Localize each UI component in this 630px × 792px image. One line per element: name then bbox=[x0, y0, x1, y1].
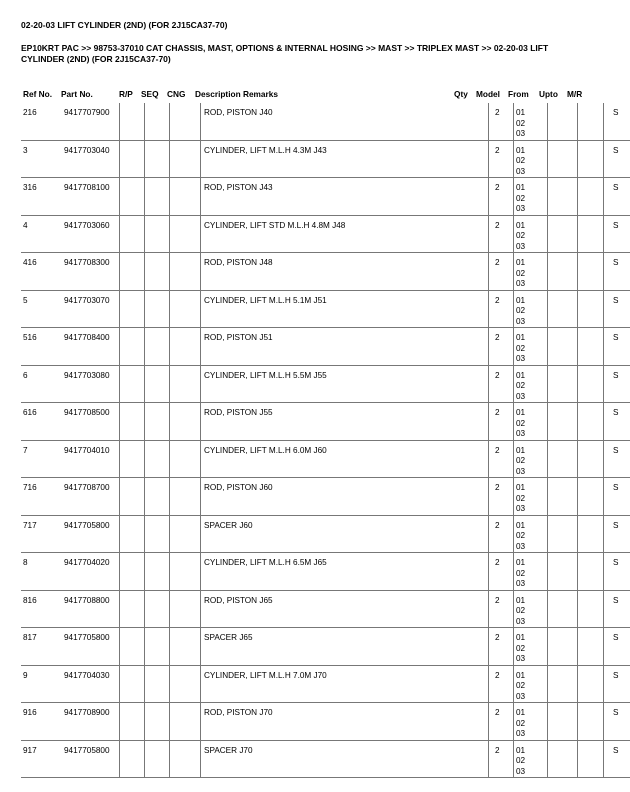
table-row[interactable] bbox=[21, 365, 630, 403]
part-no-cell: 9417703080 bbox=[61, 365, 120, 403]
qty-cell: 2 bbox=[489, 440, 514, 478]
col-header-qty[interactable]: Qty bbox=[454, 89, 468, 99]
model-cell bbox=[514, 403, 548, 441]
model-code: 02 bbox=[516, 568, 526, 578]
upto-cell bbox=[578, 553, 604, 591]
breadcrumb: EP10KRT PAC >> 98753-37010 CAT CHASSIS, MAST, OPTIONS & INTERNAL HOSING >> MAST >> TRIPLEX MAST >> 02-20-03 LIFT CYLINDER (2ND) (FOR 2J15CA37-70) bbox=[21, 43, 549, 64]
model-code: 01 bbox=[516, 145, 526, 155]
col-header-desc[interactable]: Description Remarks bbox=[195, 89, 279, 99]
rp-cell bbox=[120, 665, 145, 703]
model-code: 01 bbox=[516, 520, 526, 530]
model-code: 01 bbox=[516, 483, 526, 492]
seq-cell bbox=[145, 328, 170, 366]
cng-cell bbox=[170, 553, 201, 591]
rp-cell bbox=[120, 103, 145, 140]
model-code: 02 bbox=[516, 531, 526, 540]
model-code: 03 bbox=[516, 579, 526, 588]
model-code: 02 bbox=[516, 493, 526, 503]
seq-cell bbox=[145, 178, 170, 216]
table-row[interactable] bbox=[21, 440, 630, 478]
cng-cell bbox=[170, 478, 201, 516]
cng-cell bbox=[170, 665, 201, 703]
description-cell: ROD, PISTON J40 bbox=[201, 103, 489, 140]
ref-no-cell: 7 bbox=[21, 440, 61, 478]
col-header-rp[interactable]: R/P bbox=[119, 89, 133, 99]
model-code: 03 bbox=[516, 654, 526, 663]
model-code: 03 bbox=[516, 129, 526, 138]
model-code: 01 bbox=[516, 745, 526, 755]
table-row[interactable] bbox=[21, 103, 630, 140]
seq-cell bbox=[145, 703, 170, 741]
mr-cell: S bbox=[604, 665, 630, 703]
description-cell: SPACER J60 bbox=[201, 515, 489, 553]
model-code: 02 bbox=[516, 456, 526, 465]
qty-cell: 2 bbox=[489, 215, 514, 253]
rp-cell bbox=[120, 703, 145, 741]
model-cell bbox=[514, 253, 548, 291]
upto-cell bbox=[578, 403, 604, 441]
mr-cell: S bbox=[604, 478, 630, 516]
qty-cell: 2 bbox=[489, 253, 514, 291]
rp-cell bbox=[120, 290, 145, 328]
ref-no-cell: 917 bbox=[21, 740, 61, 778]
col-header-model[interactable]: Model bbox=[476, 89, 500, 99]
rp-cell bbox=[120, 628, 145, 666]
model-code: 01 bbox=[516, 108, 526, 117]
upto-cell bbox=[578, 478, 604, 516]
model-code: 02 bbox=[516, 606, 526, 615]
col-header-mr[interactable]: M/R bbox=[567, 89, 583, 99]
model-code: 01 bbox=[516, 258, 526, 267]
part-no-cell: 9417708100 bbox=[61, 178, 120, 216]
qty-cell: 2 bbox=[489, 140, 514, 178]
upto-cell bbox=[578, 253, 604, 291]
description-cell: ROD, PISTON J43 bbox=[201, 178, 489, 216]
parts-table bbox=[21, 103, 630, 778]
seq-cell bbox=[145, 253, 170, 291]
part-no-cell: 9417704010 bbox=[61, 440, 120, 478]
model-cell bbox=[514, 215, 548, 253]
table-row[interactable] bbox=[21, 253, 630, 291]
mr-cell: S bbox=[604, 215, 630, 253]
rp-cell bbox=[120, 178, 145, 216]
from-cell bbox=[548, 515, 578, 553]
description-cell: ROD, PISTON J48 bbox=[201, 253, 489, 291]
model-code: 01 bbox=[516, 670, 526, 680]
description-cell: SPACER J65 bbox=[201, 628, 489, 666]
from-cell bbox=[548, 628, 578, 666]
ref-no-cell: 716 bbox=[21, 478, 61, 516]
table-row[interactable] bbox=[21, 703, 630, 741]
mr-cell: S bbox=[604, 590, 630, 628]
model-cell bbox=[514, 140, 548, 178]
description-cell: ROD, PISTON J70 bbox=[201, 703, 489, 741]
rp-cell bbox=[120, 590, 145, 628]
mr-cell: S bbox=[604, 403, 630, 441]
description-cell: CYLINDER, LIFT M.L.H 6.5M J65 bbox=[201, 553, 489, 591]
from-cell bbox=[548, 403, 578, 441]
from-cell bbox=[548, 365, 578, 403]
part-no-cell: 9417705800 bbox=[61, 740, 120, 778]
cng-cell bbox=[170, 515, 201, 553]
description-cell: CYLINDER, LIFT STD M.L.H 4.8M J48 bbox=[201, 215, 489, 253]
table-row[interactable] bbox=[21, 328, 630, 366]
part-no-cell: 9417704030 bbox=[61, 665, 120, 703]
model-cell bbox=[514, 178, 548, 216]
model-code: 01 bbox=[516, 708, 526, 717]
model-code: 02 bbox=[516, 156, 526, 165]
table-row[interactable] bbox=[21, 665, 630, 703]
table-row[interactable] bbox=[21, 140, 630, 178]
description-cell: CYLINDER, LIFT M.L.H 5.5M J55 bbox=[201, 365, 489, 403]
model-code: 02 bbox=[516, 118, 526, 128]
model-cell bbox=[514, 478, 548, 516]
part-no-cell: 9417708700 bbox=[61, 478, 120, 516]
seq-cell bbox=[145, 553, 170, 591]
part-no-cell: 9417703040 bbox=[61, 140, 120, 178]
description-cell: ROD, PISTON J51 bbox=[201, 328, 489, 366]
model-code: 02 bbox=[516, 343, 526, 353]
model-cell bbox=[514, 590, 548, 628]
upto-cell bbox=[578, 740, 604, 778]
model-code: 01 bbox=[516, 370, 526, 380]
mr-cell: S bbox=[604, 515, 630, 553]
model-cell bbox=[514, 440, 548, 478]
seq-cell bbox=[145, 215, 170, 253]
ref-no-cell: 5 bbox=[21, 290, 61, 328]
table-row[interactable] bbox=[21, 178, 630, 216]
qty-cell: 2 bbox=[489, 665, 514, 703]
mr-cell: S bbox=[604, 553, 630, 591]
model-code: 02 bbox=[516, 418, 526, 428]
ref-no-cell: 916 bbox=[21, 703, 61, 741]
table-row[interactable] bbox=[21, 515, 630, 553]
seq-cell bbox=[145, 628, 170, 666]
cng-cell bbox=[170, 703, 201, 741]
mr-cell: S bbox=[604, 440, 630, 478]
mr-cell: S bbox=[604, 740, 630, 778]
part-no-cell: 9417708800 bbox=[61, 590, 120, 628]
upto-cell bbox=[578, 365, 604, 403]
description-cell: ROD, PISTON J65 bbox=[201, 590, 489, 628]
qty-cell: 2 bbox=[489, 478, 514, 516]
qty-cell: 2 bbox=[489, 328, 514, 366]
description-cell: CYLINDER, LIFT M.L.H 6.0M J60 bbox=[201, 440, 489, 478]
part-no-cell: 9417707900 bbox=[61, 103, 120, 140]
page-title: 02-20-03 LIFT CYLINDER (2ND) (FOR 2J15CA37-70) bbox=[21, 20, 228, 30]
model-code: 03 bbox=[516, 316, 526, 326]
cng-cell bbox=[170, 328, 201, 366]
seq-cell bbox=[145, 365, 170, 403]
col-header-part[interactable]: Part No. bbox=[61, 89, 93, 99]
upto-cell bbox=[578, 590, 604, 628]
model-cell bbox=[514, 515, 548, 553]
description-cell: CYLINDER, LIFT M.L.H 4.3M J43 bbox=[201, 140, 489, 178]
qty-cell: 2 bbox=[489, 290, 514, 328]
ref-no-cell: 4 bbox=[21, 215, 61, 253]
col-header-from[interactable]: From bbox=[508, 89, 529, 99]
model-cell bbox=[514, 740, 548, 778]
cng-cell bbox=[170, 403, 201, 441]
model-code: 02 bbox=[516, 718, 526, 728]
mr-cell: S bbox=[604, 253, 630, 291]
description-cell: CYLINDER, LIFT M.L.H 5.1M J51 bbox=[201, 290, 489, 328]
from-cell bbox=[548, 253, 578, 291]
part-no-cell: 9417705800 bbox=[61, 515, 120, 553]
cng-cell bbox=[170, 365, 201, 403]
seq-cell bbox=[145, 290, 170, 328]
part-no-cell: 9417703070 bbox=[61, 290, 120, 328]
model-code: 03 bbox=[516, 466, 526, 476]
col-header-upto[interactable]: Upto bbox=[539, 89, 558, 99]
model-code: 02 bbox=[516, 681, 526, 690]
from-cell bbox=[548, 328, 578, 366]
from-cell bbox=[548, 103, 578, 140]
upto-cell bbox=[578, 628, 604, 666]
seq-cell bbox=[145, 440, 170, 478]
table-row[interactable] bbox=[21, 215, 630, 253]
upto-cell bbox=[578, 103, 604, 140]
seq-cell bbox=[145, 478, 170, 516]
rp-cell bbox=[120, 440, 145, 478]
part-no-cell: 9417708900 bbox=[61, 703, 120, 741]
cng-cell bbox=[170, 440, 201, 478]
rp-cell bbox=[120, 515, 145, 553]
model-cell bbox=[514, 628, 548, 666]
model-code: 03 bbox=[516, 241, 526, 251]
model-code: 02 bbox=[516, 231, 526, 240]
table-row[interactable] bbox=[21, 740, 630, 778]
seq-cell bbox=[145, 665, 170, 703]
ref-no-cell: 8 bbox=[21, 553, 61, 591]
description-cell: ROD, PISTON J55 bbox=[201, 403, 489, 441]
rp-cell bbox=[120, 365, 145, 403]
upto-cell bbox=[578, 215, 604, 253]
rp-cell bbox=[120, 253, 145, 291]
mr-cell: S bbox=[604, 703, 630, 741]
cng-cell bbox=[170, 253, 201, 291]
upto-cell bbox=[578, 290, 604, 328]
rp-cell bbox=[120, 215, 145, 253]
from-cell bbox=[548, 140, 578, 178]
qty-cell: 2 bbox=[489, 553, 514, 591]
qty-cell: 2 bbox=[489, 740, 514, 778]
mr-cell: S bbox=[604, 328, 630, 366]
qty-cell: 2 bbox=[489, 365, 514, 403]
rp-cell bbox=[120, 328, 145, 366]
upto-cell bbox=[578, 665, 604, 703]
ref-no-cell: 416 bbox=[21, 253, 61, 291]
qty-cell: 2 bbox=[489, 515, 514, 553]
cng-cell bbox=[170, 140, 201, 178]
model-code: 03 bbox=[516, 354, 526, 363]
col-header-cng[interactable]: CNG bbox=[167, 89, 186, 99]
mr-cell: S bbox=[604, 290, 630, 328]
mr-cell: S bbox=[604, 628, 630, 666]
model-code: 03 bbox=[516, 429, 526, 438]
model-code: 03 bbox=[516, 204, 526, 213]
cng-cell bbox=[170, 590, 201, 628]
model-cell bbox=[514, 290, 548, 328]
model-code: 01 bbox=[516, 595, 526, 605]
model-code: 03 bbox=[516, 166, 526, 176]
model-code: 01 bbox=[516, 408, 526, 417]
model-code: 02 bbox=[516, 193, 526, 203]
col-header-seq[interactable]: SEQ bbox=[141, 89, 159, 99]
qty-cell: 2 bbox=[489, 590, 514, 628]
model-cell bbox=[514, 553, 548, 591]
from-cell bbox=[548, 178, 578, 216]
part-no-cell: 9417705800 bbox=[61, 628, 120, 666]
mr-cell: S bbox=[604, 365, 630, 403]
upto-cell bbox=[578, 515, 604, 553]
model-code: 03 bbox=[516, 504, 526, 513]
upto-cell bbox=[578, 440, 604, 478]
model-code: 01 bbox=[516, 220, 526, 230]
model-code: 01 bbox=[516, 333, 526, 342]
rp-cell bbox=[120, 403, 145, 441]
col-header-ref[interactable]: Ref No. bbox=[23, 89, 53, 99]
seq-cell bbox=[145, 590, 170, 628]
upto-cell bbox=[578, 178, 604, 216]
description-cell: SPACER J70 bbox=[201, 740, 489, 778]
model-cell bbox=[514, 703, 548, 741]
model-code: 03 bbox=[516, 279, 526, 288]
model-code: 03 bbox=[516, 541, 526, 551]
table-row[interactable] bbox=[21, 478, 630, 516]
mr-cell: S bbox=[604, 178, 630, 216]
from-cell bbox=[548, 590, 578, 628]
model-code: 02 bbox=[516, 306, 526, 315]
model-cell bbox=[514, 665, 548, 703]
description-cell: CYLINDER, LIFT M.L.H 7.0M J70 bbox=[201, 665, 489, 703]
ref-no-cell: 9 bbox=[21, 665, 61, 703]
model-code: 03 bbox=[516, 766, 526, 776]
ref-no-cell: 717 bbox=[21, 515, 61, 553]
description-cell: ROD, PISTON J60 bbox=[201, 478, 489, 516]
from-cell bbox=[548, 478, 578, 516]
cng-cell bbox=[170, 740, 201, 778]
table-row[interactable] bbox=[21, 403, 630, 441]
part-no-cell: 9417708400 bbox=[61, 328, 120, 366]
mr-cell: S bbox=[604, 103, 630, 140]
upto-cell bbox=[578, 703, 604, 741]
ref-no-cell: 3 bbox=[21, 140, 61, 178]
model-code: 03 bbox=[516, 729, 526, 738]
cng-cell bbox=[170, 290, 201, 328]
model-code: 02 bbox=[516, 756, 526, 765]
seq-cell bbox=[145, 515, 170, 553]
seq-cell bbox=[145, 740, 170, 778]
table-row[interactable] bbox=[21, 553, 630, 591]
table-row[interactable] bbox=[21, 290, 630, 328]
rp-cell bbox=[120, 553, 145, 591]
cng-cell bbox=[170, 103, 201, 140]
qty-cell: 2 bbox=[489, 403, 514, 441]
qty-cell: 2 bbox=[489, 178, 514, 216]
seq-cell bbox=[145, 403, 170, 441]
seq-cell bbox=[145, 140, 170, 178]
upto-cell bbox=[578, 140, 604, 178]
from-cell bbox=[548, 290, 578, 328]
from-cell bbox=[548, 665, 578, 703]
model-cell bbox=[514, 365, 548, 403]
from-cell bbox=[548, 553, 578, 591]
rp-cell bbox=[120, 478, 145, 516]
upto-cell bbox=[578, 328, 604, 366]
model-cell bbox=[514, 328, 548, 366]
model-code: 01 bbox=[516, 295, 526, 305]
qty-cell: 2 bbox=[489, 103, 514, 140]
model-code: 03 bbox=[516, 391, 526, 401]
from-cell bbox=[548, 740, 578, 778]
ref-no-cell: 616 bbox=[21, 403, 61, 441]
ref-no-cell: 6 bbox=[21, 365, 61, 403]
model-code: 01 bbox=[516, 558, 526, 567]
part-no-cell: 9417704020 bbox=[61, 553, 120, 591]
qty-cell: 2 bbox=[489, 628, 514, 666]
model-code: 01 bbox=[516, 445, 526, 455]
rp-cell bbox=[120, 140, 145, 178]
part-no-cell: 9417708500 bbox=[61, 403, 120, 441]
qty-cell: 2 bbox=[489, 703, 514, 741]
ref-no-cell: 817 bbox=[21, 628, 61, 666]
part-no-cell: 9417703060 bbox=[61, 215, 120, 253]
model-code: 01 bbox=[516, 633, 526, 642]
model-code: 02 bbox=[516, 268, 526, 278]
ref-no-cell: 316 bbox=[21, 178, 61, 216]
ref-no-cell: 516 bbox=[21, 328, 61, 366]
from-cell bbox=[548, 703, 578, 741]
table-row[interactable] bbox=[21, 590, 630, 628]
part-no-cell: 9417708300 bbox=[61, 253, 120, 291]
ref-no-cell: 216 bbox=[21, 103, 61, 140]
seq-cell bbox=[145, 103, 170, 140]
model-code: 02 bbox=[516, 381, 526, 390]
mr-cell: S bbox=[604, 140, 630, 178]
cng-cell bbox=[170, 178, 201, 216]
rp-cell bbox=[120, 740, 145, 778]
model-cell bbox=[514, 103, 548, 140]
from-cell bbox=[548, 215, 578, 253]
model-code: 03 bbox=[516, 691, 526, 701]
cng-cell bbox=[170, 215, 201, 253]
model-code: 01 bbox=[516, 183, 526, 192]
from-cell bbox=[548, 440, 578, 478]
ref-no-cell: 816 bbox=[21, 590, 61, 628]
cng-cell bbox=[170, 628, 201, 666]
table-row[interactable] bbox=[21, 628, 630, 666]
model-code: 03 bbox=[516, 616, 526, 626]
model-code: 02 bbox=[516, 643, 526, 653]
